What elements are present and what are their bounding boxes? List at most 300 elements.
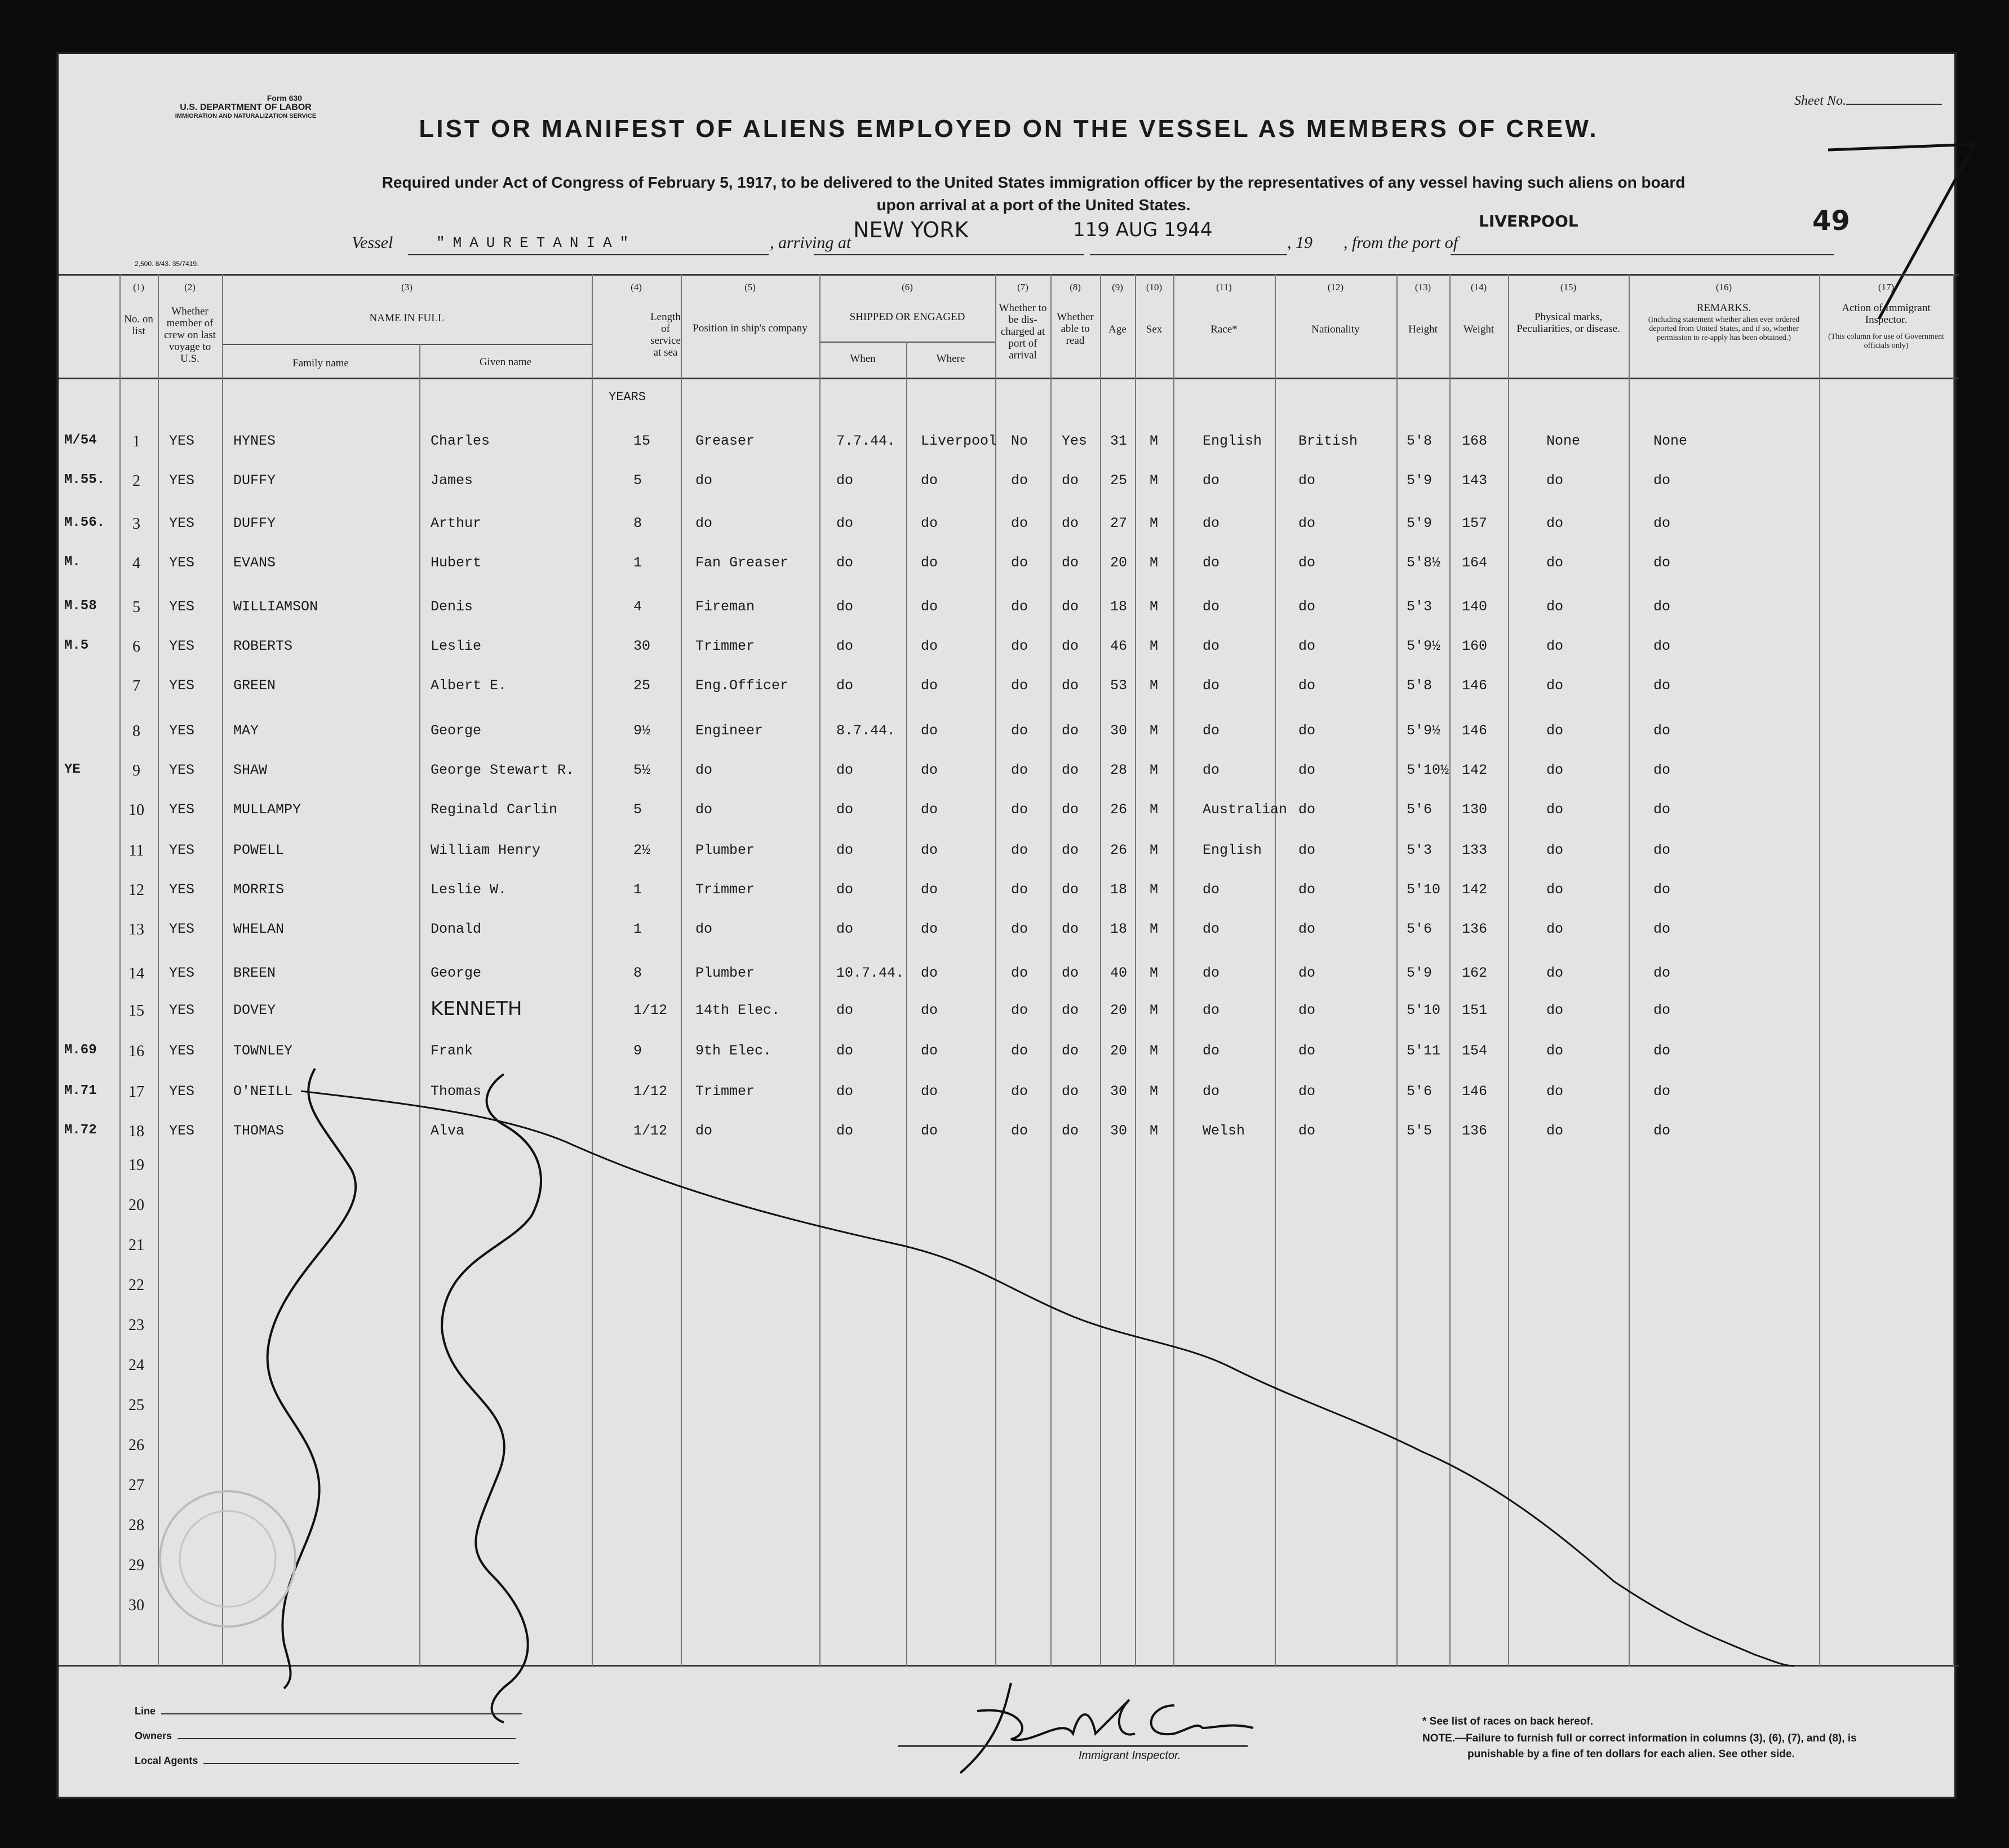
- position-cell: do: [695, 921, 713, 937]
- header-sex: Sex: [1146, 323, 1163, 335]
- shipped-where-cell: do: [921, 762, 938, 778]
- arrival-date-stamp: 119 AUG 1944: [1073, 219, 1213, 241]
- row-number: 3: [132, 515, 140, 533]
- service-cell: 1: [633, 555, 642, 571]
- from-port: LIVERPOOL: [1479, 212, 1578, 231]
- last-voyage-cell: YES: [169, 515, 195, 531]
- given-name-cell: Leslie W.: [431, 881, 507, 898]
- row-number: 13: [128, 921, 144, 938]
- age-cell: 30: [1110, 1123, 1128, 1139]
- last-voyage-cell: YES: [169, 555, 195, 571]
- height-cell: 5'5: [1407, 1123, 1433, 1139]
- physical-marks-cell: do: [1546, 638, 1564, 654]
- row-number: 6: [132, 638, 140, 655]
- age-cell: 53: [1110, 677, 1128, 694]
- shipped-where-cell: do: [921, 921, 938, 937]
- row-number: 16: [128, 1043, 144, 1060]
- row-number: 1: [132, 433, 140, 450]
- discharged-cell: do: [1011, 515, 1028, 531]
- family-name-cell: HYNES: [233, 433, 276, 449]
- service-cell: 2½: [633, 842, 651, 858]
- last-voyage-cell: YES: [169, 762, 195, 778]
- able-to-read-cell: do: [1062, 881, 1079, 898]
- race-cell: Welsh: [1203, 1123, 1245, 1139]
- last-voyage-cell: YES: [169, 638, 195, 654]
- empty-row-number: 27: [128, 1477, 144, 1494]
- shipped-where-cell: do: [921, 638, 938, 654]
- weight-cell: 157: [1462, 515, 1488, 531]
- page-title: LIST OR MANIFEST OF ALIENS EMPLOYED ON THE VESSEL AS MEMBERS OF CREW.: [419, 115, 1599, 143]
- remarks-cell: do: [1653, 881, 1671, 898]
- empty-row-number: 23: [128, 1317, 144, 1334]
- last-voyage-cell: YES: [169, 433, 195, 449]
- header-discharged: Whether to be dis-charged at port of arrival: [999, 302, 1047, 361]
- able-to-read-cell: do: [1062, 921, 1079, 937]
- height-cell: 5'11: [1407, 1043, 1441, 1059]
- family-name-cell: MORRIS: [233, 881, 285, 898]
- col-number: (5): [744, 282, 756, 293]
- given-name-cell: Leslie: [431, 638, 482, 654]
- sex-cell: M: [1150, 1002, 1159, 1018]
- col-number: (3): [401, 282, 413, 293]
- given-name-cell: George: [431, 965, 482, 981]
- empty-row-number: 25: [128, 1397, 144, 1414]
- empty-row-number: 30: [128, 1597, 144, 1614]
- col-number: (7): [1017, 282, 1028, 293]
- col-number: (10): [1146, 282, 1163, 293]
- nationality-cell: do: [1298, 1123, 1316, 1139]
- physical-marks-cell: do: [1546, 921, 1564, 937]
- inspector-label: Immigrant Inspector.: [1079, 1749, 1181, 1762]
- last-voyage-cell: YES: [169, 1043, 195, 1059]
- margin-number: M.72: [64, 1123, 97, 1138]
- able-to-read-cell: do: [1062, 762, 1079, 778]
- sex-cell: M: [1150, 1123, 1159, 1139]
- header-inspector-action: Action of Immigrant Inspector.: [1842, 302, 1931, 326]
- shipped-when-cell: do: [836, 842, 854, 858]
- discharged-cell: do: [1011, 599, 1028, 615]
- shipped-where-cell: do: [921, 1002, 938, 1018]
- given-name-cell: Alva: [431, 1123, 465, 1139]
- given-name-cell: George: [431, 723, 482, 739]
- discharged-cell: do: [1011, 1043, 1028, 1059]
- able-to-read-cell: do: [1062, 1083, 1079, 1100]
- position-cell: Fan Greaser: [695, 555, 789, 571]
- height-cell: 5'9: [1407, 965, 1433, 981]
- given-name-cell: Frank: [431, 1043, 473, 1059]
- service-cell: 1/12: [633, 1123, 668, 1139]
- header-length-of-service: Length of service at sea: [650, 311, 681, 358]
- physical-marks-cell: do: [1546, 1043, 1564, 1059]
- nationality-cell: do: [1298, 842, 1316, 858]
- sex-cell: M: [1150, 599, 1159, 615]
- weight-cell: 154: [1462, 1043, 1488, 1059]
- family-name-cell: WILLIAMSON: [233, 599, 318, 615]
- position-cell: Plumber: [695, 842, 755, 858]
- margin-number: M.55.: [64, 472, 105, 488]
- sex-cell: M: [1150, 723, 1159, 739]
- row-number: 17: [128, 1083, 144, 1101]
- given-name-cell: James: [431, 472, 473, 489]
- remarks-cell: do: [1653, 965, 1671, 981]
- height-cell: 5'6: [1407, 1083, 1433, 1100]
- remarks-cell: do: [1653, 1043, 1671, 1059]
- weight-cell: 133: [1462, 842, 1488, 858]
- header-when: When: [850, 353, 876, 365]
- col-number: (6): [902, 282, 913, 293]
- cancellation-strokes: [59, 54, 1959, 1801]
- remarks-cell: do: [1653, 1123, 1671, 1139]
- remarks-cell: do: [1653, 599, 1671, 615]
- family-name-cell: TOWNLEY: [233, 1043, 293, 1059]
- shipped-where-cell: do: [921, 842, 938, 858]
- shipped-where-cell: Liverpool: [921, 433, 997, 449]
- race-cell: do: [1203, 599, 1220, 615]
- nationality-cell: do: [1298, 555, 1316, 571]
- age-cell: 26: [1110, 842, 1128, 858]
- height-cell: 5'8: [1407, 433, 1433, 449]
- empty-row-number: 29: [128, 1557, 144, 1574]
- shipped-when-cell: do: [836, 1002, 854, 1018]
- nationality-cell: do: [1298, 515, 1316, 531]
- discharged-cell: do: [1011, 1083, 1028, 1100]
- sex-cell: M: [1150, 515, 1159, 531]
- discharged-cell: do: [1011, 762, 1028, 778]
- header-weight: Weight: [1463, 323, 1494, 335]
- given-name-cell: Charles: [431, 433, 490, 449]
- discharged-cell: do: [1011, 472, 1028, 489]
- able-to-read-cell: do: [1062, 638, 1079, 654]
- age-cell: 20: [1110, 1043, 1128, 1059]
- col-number: (15): [1560, 282, 1577, 293]
- sex-cell: M: [1150, 801, 1159, 818]
- given-name-cell: Denis: [431, 599, 473, 615]
- header-name-in-full: NAME IN FULL: [369, 312, 445, 324]
- row-number: 14: [128, 965, 144, 982]
- margin-number: YE: [64, 762, 81, 777]
- given-name-cell: William Henry: [431, 842, 541, 858]
- discharged-cell: do: [1011, 921, 1028, 937]
- arriving-port: NEW YORK: [853, 218, 969, 242]
- col-number: (4): [631, 282, 642, 293]
- able-to-read-cell: do: [1062, 801, 1079, 818]
- row-number: 5: [132, 599, 140, 616]
- shipped-when-cell: do: [836, 677, 854, 694]
- handwritten-number: 49: [1812, 205, 1850, 237]
- height-cell: 5'10: [1407, 881, 1441, 898]
- row-number: 11: [128, 842, 144, 859]
- given-name-cell: KENNETH: [431, 998, 522, 1020]
- empty-row-number: 20: [128, 1196, 144, 1214]
- weight-cell: 142: [1462, 762, 1488, 778]
- discharged-cell: do: [1011, 801, 1028, 818]
- margin-number: M.5: [64, 638, 89, 653]
- discharged-cell: do: [1011, 1002, 1028, 1018]
- weight-cell: 136: [1462, 921, 1488, 937]
- sex-cell: M: [1150, 881, 1159, 898]
- margin-number: M.71: [64, 1083, 97, 1098]
- height-cell: 5'10½: [1407, 762, 1449, 778]
- shipped-when-cell: 8.7.44.: [836, 723, 896, 739]
- able-to-read-cell: do: [1062, 1002, 1079, 1018]
- remarks-cell: do: [1653, 1002, 1671, 1018]
- age-cell: 46: [1110, 638, 1128, 654]
- remarks-cell: do: [1653, 472, 1671, 489]
- sex-cell: M: [1150, 638, 1159, 654]
- sex-cell: M: [1150, 1083, 1159, 1100]
- owners-label: Owners: [135, 1730, 516, 1742]
- nationality-cell: do: [1298, 1083, 1316, 1100]
- race-cell: do: [1203, 965, 1220, 981]
- age-cell: 20: [1110, 1002, 1128, 1018]
- physical-marks-cell: do: [1546, 723, 1564, 739]
- age-cell: 20: [1110, 555, 1128, 571]
- header-given-name: Given name: [479, 356, 532, 368]
- discharged-cell: do: [1011, 842, 1028, 858]
- position-cell: Eng.Officer: [695, 677, 789, 694]
- weight-cell: 146: [1462, 723, 1488, 739]
- shipped-when-cell: do: [836, 1043, 854, 1059]
- age-cell: 18: [1110, 599, 1128, 615]
- weight-cell: 136: [1462, 1123, 1488, 1139]
- race-cell: do: [1203, 921, 1220, 937]
- race-cell: Australian: [1203, 801, 1288, 818]
- weight-cell: 168: [1462, 433, 1488, 449]
- family-name-cell: DOVEY: [233, 1002, 276, 1018]
- col-number: (9): [1112, 282, 1123, 293]
- physical-marks-cell: do: [1546, 842, 1564, 858]
- header-remarks: REMARKS.: [1696, 302, 1751, 314]
- shipped-when-cell: do: [836, 515, 854, 531]
- age-cell: 18: [1110, 921, 1128, 937]
- year-prefix: , 19: [1287, 233, 1312, 252]
- col-number: (17): [1878, 282, 1895, 293]
- age-cell: 28: [1110, 762, 1128, 778]
- remarks-cell: do: [1653, 762, 1671, 778]
- height-cell: 5'8: [1407, 677, 1433, 694]
- col-number: (2): [184, 282, 196, 293]
- header-no-on-list: No. on list: [124, 313, 153, 337]
- col-number: (8): [1070, 282, 1081, 293]
- col-number: (1): [133, 282, 144, 293]
- position-cell: do: [695, 801, 713, 818]
- age-cell: 30: [1110, 723, 1128, 739]
- remarks-cell: do: [1653, 677, 1671, 694]
- nationality-cell: do: [1298, 921, 1316, 937]
- penalty-note-1: NOTE.—Failure to furnish full or correct information in columns (3), (6), (7), and (8), is: [1422, 1732, 1857, 1744]
- margin-number: M.69: [64, 1043, 97, 1058]
- race-cell: English: [1203, 842, 1262, 858]
- race-note: * See list of races on back hereof.: [1422, 1716, 1594, 1727]
- col-number: (12): [1327, 282, 1344, 293]
- arriving-label: , arriving at: [770, 233, 852, 252]
- race-cell: do: [1203, 638, 1220, 654]
- remarks-cell: do: [1653, 1083, 1671, 1100]
- empty-row-number: 21: [128, 1237, 144, 1254]
- remarks-cell: do: [1653, 842, 1671, 858]
- local-agents-label: Local Agents: [135, 1755, 519, 1767]
- last-voyage-cell: YES: [169, 881, 195, 898]
- age-cell: 27: [1110, 515, 1128, 531]
- height-cell: 5'9½: [1407, 638, 1441, 654]
- header-race: Race*: [1210, 323, 1238, 335]
- remarks-cell: do: [1653, 638, 1671, 654]
- nationality-cell: do: [1298, 599, 1316, 615]
- able-to-read-cell: do: [1062, 1123, 1079, 1139]
- nationality-cell: British: [1298, 433, 1358, 449]
- shipped-where-cell: do: [921, 965, 938, 981]
- shipped-when-cell: do: [836, 762, 854, 778]
- family-name-cell: ROBERTS: [233, 638, 293, 654]
- position-cell: do: [695, 1123, 713, 1139]
- sex-cell: M: [1150, 555, 1159, 571]
- given-name-cell: Albert E.: [431, 677, 507, 694]
- shipped-when-cell: do: [836, 599, 854, 615]
- service-cell: 25: [633, 677, 651, 694]
- row-number: 12: [128, 881, 144, 899]
- position-cell: Plumber: [695, 965, 755, 981]
- given-name-cell: Reginald Carlin: [431, 801, 558, 818]
- discharged-cell: do: [1011, 677, 1028, 694]
- position-cell: do: [695, 762, 713, 778]
- given-name-cell: Donald: [431, 921, 482, 937]
- race-cell: do: [1203, 1083, 1220, 1100]
- able-to-read-cell: do: [1062, 599, 1079, 615]
- remarks-cell: do: [1653, 555, 1671, 571]
- service-cell: 8: [633, 965, 642, 981]
- remarks-cell: None: [1653, 433, 1688, 449]
- nationality-cell: do: [1298, 801, 1316, 818]
- able-to-read-cell: do: [1062, 472, 1079, 489]
- race-cell: do: [1203, 762, 1220, 778]
- weight-cell: 151: [1462, 1002, 1488, 1018]
- race-cell: do: [1203, 677, 1220, 694]
- physical-marks-cell: do: [1546, 1002, 1564, 1018]
- service-cell: 1: [633, 921, 642, 937]
- age-cell: 40: [1110, 965, 1128, 981]
- physical-marks-cell: do: [1546, 1083, 1564, 1100]
- last-voyage-cell: YES: [169, 921, 195, 937]
- service-cell: 4: [633, 599, 642, 615]
- row-number: 10: [128, 801, 144, 819]
- last-voyage-cell: YES: [169, 1002, 195, 1018]
- last-voyage-cell: YES: [169, 801, 195, 818]
- nationality-cell: do: [1298, 965, 1316, 981]
- sex-cell: M: [1150, 921, 1159, 937]
- given-name-cell: Thomas: [431, 1083, 482, 1100]
- given-name-cell: Arthur: [431, 515, 482, 531]
- able-to-read-cell: do: [1062, 965, 1079, 981]
- family-name-cell: WHELAN: [233, 921, 285, 937]
- able-to-read-cell: Yes: [1062, 433, 1088, 449]
- shipped-when-cell: do: [836, 801, 854, 818]
- header-shipped-or-engaged: SHIPPED OR ENGAGED: [849, 311, 965, 323]
- line-label: Line: [135, 1705, 522, 1717]
- shipped-where-cell: do: [921, 1123, 938, 1139]
- age-cell: 31: [1110, 433, 1128, 449]
- weight-cell: 164: [1462, 555, 1488, 571]
- vessel-name: "MAURETANIA": [436, 234, 637, 251]
- age-cell: 30: [1110, 1083, 1128, 1100]
- shipped-when-cell: do: [836, 1123, 854, 1139]
- sex-cell: M: [1150, 842, 1159, 858]
- nationality-cell: do: [1298, 723, 1316, 739]
- row-number: 15: [128, 1002, 144, 1020]
- sex-cell: M: [1150, 433, 1159, 449]
- remarks-cell: do: [1653, 723, 1671, 739]
- height-cell: 5'8½: [1407, 555, 1441, 571]
- family-name-cell: POWELL: [233, 842, 285, 858]
- able-to-read-cell: do: [1062, 555, 1079, 571]
- last-voyage-cell: YES: [169, 723, 195, 739]
- race-cell: do: [1203, 515, 1220, 531]
- department-name: U.S. DEPARTMENT OF LABOR: [180, 103, 312, 112]
- shipped-when-cell: do: [836, 638, 854, 654]
- shipped-where-cell: do: [921, 801, 938, 818]
- shipped-when-cell: do: [836, 1083, 854, 1100]
- margin-number: M.: [64, 555, 81, 570]
- weight-cell: 146: [1462, 677, 1488, 694]
- service-cell: 9: [633, 1043, 642, 1059]
- header-inspector-note: (This column for use of Government officials only): [1828, 333, 1944, 350]
- header-physical-marks: Physical marks, Peculiarities, or disease.: [1516, 311, 1620, 335]
- height-cell: 5'6: [1407, 921, 1433, 937]
- service-cell: 1/12: [633, 1083, 668, 1100]
- height-cell: 5'6: [1407, 801, 1433, 818]
- row-number: 7: [132, 677, 140, 695]
- shipped-when-cell: do: [836, 555, 854, 571]
- family-name-cell: EVANS: [233, 555, 276, 571]
- shipped-when-cell: do: [836, 921, 854, 937]
- row-number: 8: [132, 723, 140, 740]
- header-height: Height: [1408, 323, 1438, 335]
- sex-cell: M: [1150, 762, 1159, 778]
- discharged-cell: do: [1011, 965, 1028, 981]
- given-name-cell: George Stewart R.: [431, 762, 575, 778]
- header-remarks-note: (Including statement whether alien ever ordered deported from United States, and if so, whether permission to re-apply has been obtained.): [1648, 316, 1800, 342]
- race-cell: do: [1203, 1002, 1220, 1018]
- physical-marks-cell: do: [1546, 965, 1564, 981]
- last-voyage-cell: YES: [169, 677, 195, 694]
- physical-marks-cell: do: [1546, 801, 1564, 818]
- col-number: (13): [1414, 282, 1431, 293]
- shipped-where-cell: do: [921, 472, 938, 489]
- service-cell: 5½: [633, 762, 651, 778]
- service-cell: 1: [633, 881, 642, 898]
- print-code: 2,500. 8/43. 35/7419.: [135, 260, 199, 268]
- race-cell: English: [1203, 433, 1262, 449]
- weight-cell: 162: [1462, 965, 1488, 981]
- shipped-where-cell: do: [921, 1083, 938, 1100]
- nationality-cell: do: [1298, 472, 1316, 489]
- age-cell: 26: [1110, 801, 1128, 818]
- col-number: (14): [1470, 282, 1487, 293]
- row-number: 18: [128, 1123, 144, 1140]
- nationality-cell: do: [1298, 638, 1316, 654]
- discharged-cell: No: [1011, 433, 1028, 449]
- last-voyage-cell: YES: [169, 965, 195, 981]
- shipped-where-cell: do: [921, 1043, 938, 1059]
- given-name-cell: Hubert: [431, 555, 482, 571]
- family-name-cell: DUFFY: [233, 515, 276, 531]
- weight-cell: 143: [1462, 472, 1488, 489]
- position-cell: Trimmer: [695, 881, 755, 898]
- weight-cell: 130: [1462, 801, 1488, 818]
- margin-number: M/54: [64, 433, 97, 448]
- physical-marks-cell: do: [1546, 762, 1564, 778]
- remarks-cell: do: [1653, 515, 1671, 531]
- last-voyage-cell: YES: [169, 1123, 195, 1139]
